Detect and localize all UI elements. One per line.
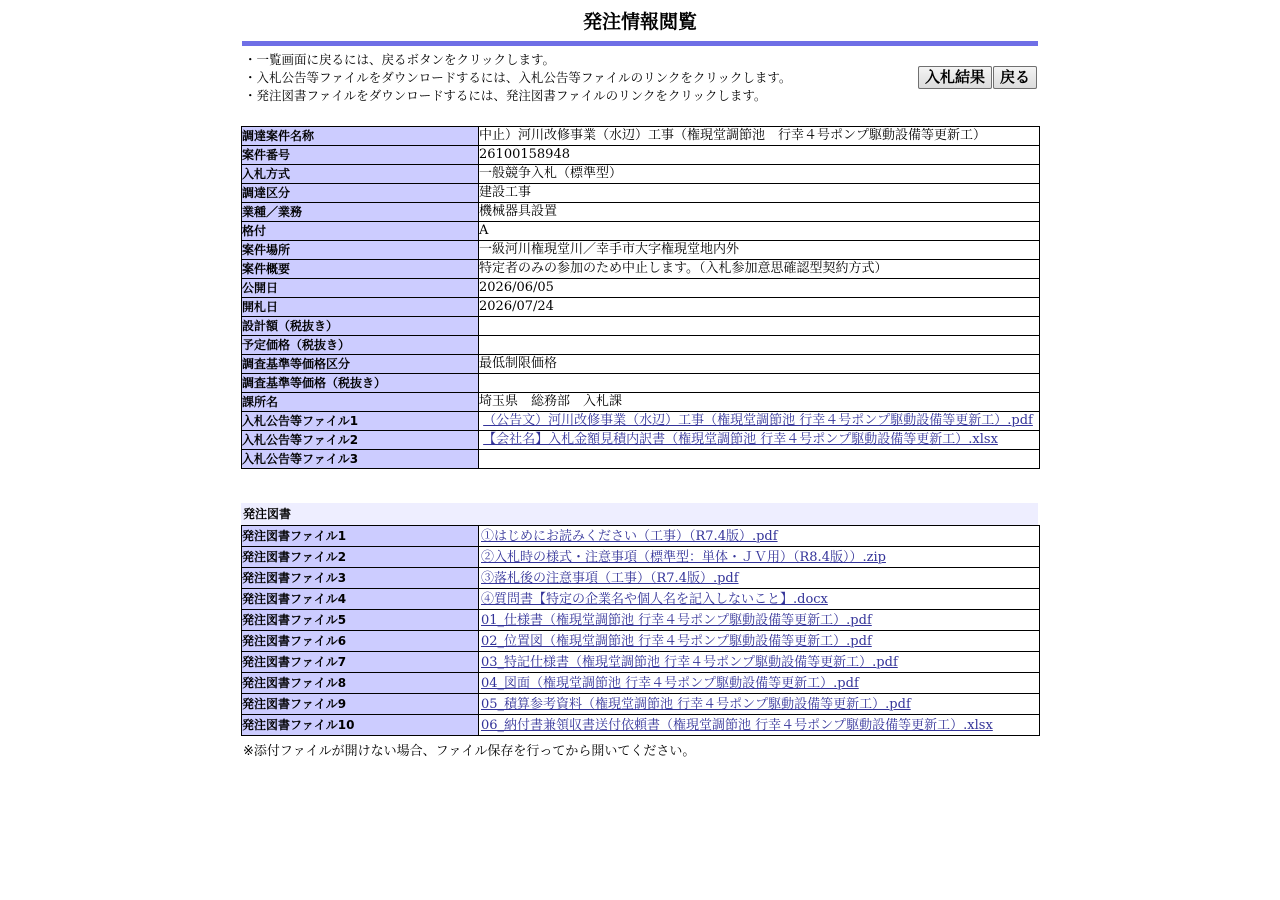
table-row: [242, 317, 1040, 336]
drawings-section-title: 発注図書: [241, 503, 1038, 525]
drawing-file-cell: [479, 631, 1040, 652]
table-row: [242, 279, 1040, 298]
field-value: 埼玉県 総務部 入札課: [479, 393, 1040, 412]
drawings-file-table: [241, 525, 1040, 736]
table-row: [242, 260, 1040, 279]
instruction-item: ・入札公告等ファイルをダウンロードするには、入札公告等ファイルのリンクをクリックします。: [244, 70, 792, 85]
table-row: [242, 222, 1040, 241]
table-row: [242, 694, 1040, 715]
field-value: [479, 374, 1040, 393]
drawing-file-cell: [479, 568, 1040, 589]
footer-note: ※添付ファイルが開けない場合、ファイル保存を行ってから開いてください。: [243, 744, 696, 759]
table-row: [242, 610, 1040, 631]
field-value: 最低制限価格: [479, 355, 1040, 374]
table-row: [242, 298, 1040, 317]
drawing-file-cell: [479, 652, 1040, 673]
table-row: [242, 589, 1040, 610]
project-info-table: [241, 126, 1040, 469]
drawing-file-link[interactable]: ④質問書【特定の企業名や個人名を記入しないこと】.docx: [481, 592, 828, 607]
drawing-file-link[interactable]: 03_特記仕様書（権現堂調節池 行幸４号ポンプ駆動設備等更新工）.pdf: [481, 655, 898, 670]
field-label: 課所名: [242, 393, 479, 412]
field-label: 設計額（税抜き）: [242, 317, 479, 336]
notice-file-link[interactable]: 【会社名】入札金額見積内訳書（権現堂調節池 行幸４号ポンプ駆動設備等更新工）.xlsx: [483, 432, 998, 447]
field-label: 調達案件名称: [242, 127, 479, 146]
field-label: 調達区分: [242, 184, 479, 203]
button-group: [917, 66, 1037, 89]
field-value: 建設工事: [479, 184, 1040, 203]
field-label: 入札方式: [242, 165, 479, 184]
drawing-file-link[interactable]: 02_位置図（権現堂調節池 行幸４号ポンプ駆動設備等更新工）.pdf: [481, 634, 872, 649]
field-label: 案件概要: [242, 260, 479, 279]
notice-file-cell: [479, 431, 1040, 450]
table-row: [242, 203, 1040, 222]
drawing-file-cell: [479, 715, 1040, 736]
notice-file-label: 入札公告等ファイル2: [242, 431, 479, 450]
notice-file-label: 入札公告等ファイル3: [242, 450, 479, 469]
field-value: 26100158948: [479, 146, 1040, 165]
notice-file-cell: [479, 412, 1040, 431]
drawing-file-cell: [479, 673, 1040, 694]
table-row: [242, 547, 1040, 568]
field-label: 格付: [242, 222, 479, 241]
table-row: [242, 393, 1040, 412]
notice-file-label: 入札公告等ファイル1: [242, 412, 479, 431]
drawing-file-cell: [479, 526, 1040, 547]
field-value: 一級河川権現堂川／幸手市大字権現堂地内外: [479, 241, 1040, 260]
drawing-file-cell: [479, 694, 1040, 715]
field-label: 公開日: [242, 279, 479, 298]
field-value: 特定者のみの参加のため中止します。（入札参加意思確認型契約方式）: [479, 260, 1040, 279]
field-label: 業種／業務: [242, 203, 479, 222]
bid-result-button[interactable]: 入札結果: [918, 66, 992, 89]
table-row: [242, 412, 1040, 431]
drawing-file-label: 発注図書ファイル2: [242, 547, 479, 568]
table-row: [242, 336, 1040, 355]
table-row: [242, 450, 1040, 469]
drawing-file-link[interactable]: 01_仕様書（権現堂調節池 行幸４号ポンプ駆動設備等更新工）.pdf: [481, 613, 872, 628]
table-row: [242, 652, 1040, 673]
drawing-file-label: 発注図書ファイル9: [242, 694, 479, 715]
table-row: [242, 165, 1040, 184]
drawing-file-label: 発注図書ファイル7: [242, 652, 479, 673]
instruction-item: ・一覧画面に戻るには、戻るボタンをクリックします。: [244, 52, 556, 67]
field-label: 予定価格（税抜き）: [242, 336, 479, 355]
drawing-file-cell: [479, 589, 1040, 610]
table-row: [242, 184, 1040, 203]
table-row: [242, 715, 1040, 736]
drawing-file-label: 発注図書ファイル3: [242, 568, 479, 589]
field-value: 機械器具設置: [479, 203, 1040, 222]
drawing-file-link[interactable]: 05_積算参考資料（権現堂調節池 行幸４号ポンプ駆動設備等更新工）.pdf: [481, 697, 911, 712]
drawing-file-cell: [479, 610, 1040, 631]
instruction-item: ・発注図書ファイルをダウンロードするには、発注図書ファイルのリンクをクリックします。: [244, 88, 767, 103]
table-row: [242, 568, 1040, 589]
field-value: A: [479, 222, 1040, 241]
drawing-file-label: 発注図書ファイル4: [242, 589, 479, 610]
field-value: 2026/06/05: [479, 279, 1040, 298]
page-title: 発注情報閲覧: [582, 11, 697, 33]
table-row: [242, 127, 1040, 146]
drawing-file-link[interactable]: ②入札時の様式・注意事項（標準型：単体・ＪＶ用）（R8.4版））.zip: [481, 550, 886, 565]
drawing-file-label: 発注図書ファイル8: [242, 673, 479, 694]
drawing-file-label: 発注図書ファイル5: [242, 610, 479, 631]
drawing-file-label: 発注図書ファイル6: [242, 631, 479, 652]
field-label: 案件番号: [242, 146, 479, 165]
drawing-file-link[interactable]: 04_図面（権現堂調節池 行幸４号ポンプ駆動設備等更新工）.pdf: [481, 676, 859, 691]
back-button[interactable]: 戻る: [993, 66, 1037, 89]
field-label: 調査基準等価格区分: [242, 355, 479, 374]
notice-file-link[interactable]: （公告文）河川改修事業（水辺）工事（権現堂調節池 行幸４号ポンプ駆動設備等更新工）.pdf: [483, 413, 1033, 428]
drawing-file-label: 発注図書ファイル10: [242, 715, 479, 736]
table-row: [242, 241, 1040, 260]
table-row: [242, 526, 1040, 547]
table-row: [242, 431, 1040, 450]
field-label: 案件場所: [242, 241, 479, 260]
table-row: [242, 673, 1040, 694]
field-value: 一般競争入札（標準型）: [479, 165, 1040, 184]
notice-file-cell: [479, 450, 1040, 469]
table-row: [242, 374, 1040, 393]
field-label: 調査基準等価格（税抜き）: [242, 374, 479, 393]
field-value: 2026/07/24: [479, 298, 1040, 317]
field-label: 開札日: [242, 298, 479, 317]
field-value: 中止）河川改修事業（水辺）工事（権現堂調節池 行幸４号ポンプ駆動設備等更新工）: [479, 127, 1040, 146]
table-row: [242, 631, 1040, 652]
drawing-file-cell: [479, 547, 1040, 568]
table-row: [242, 355, 1040, 374]
page-container: [241, 0, 1039, 759]
instructions-area: [241, 46, 1039, 106]
drawing-file-link[interactable]: ③落札後の注意事項（工事）（R7.4版）.pdf: [481, 571, 739, 586]
drawing-file-label: 発注図書ファイル1: [242, 526, 479, 547]
field-value: [479, 317, 1040, 336]
field-value: [479, 336, 1040, 355]
table-row: [242, 146, 1040, 165]
drawing-file-link[interactable]: 06_納付書兼領収書送付依頼書（権現堂調節池 行幸４号ポンプ駆動設備等更新工）.xlsx: [481, 718, 993, 733]
drawing-file-link[interactable]: ①はじめにお読みください（工事）（R7.4版）.pdf: [481, 529, 778, 544]
